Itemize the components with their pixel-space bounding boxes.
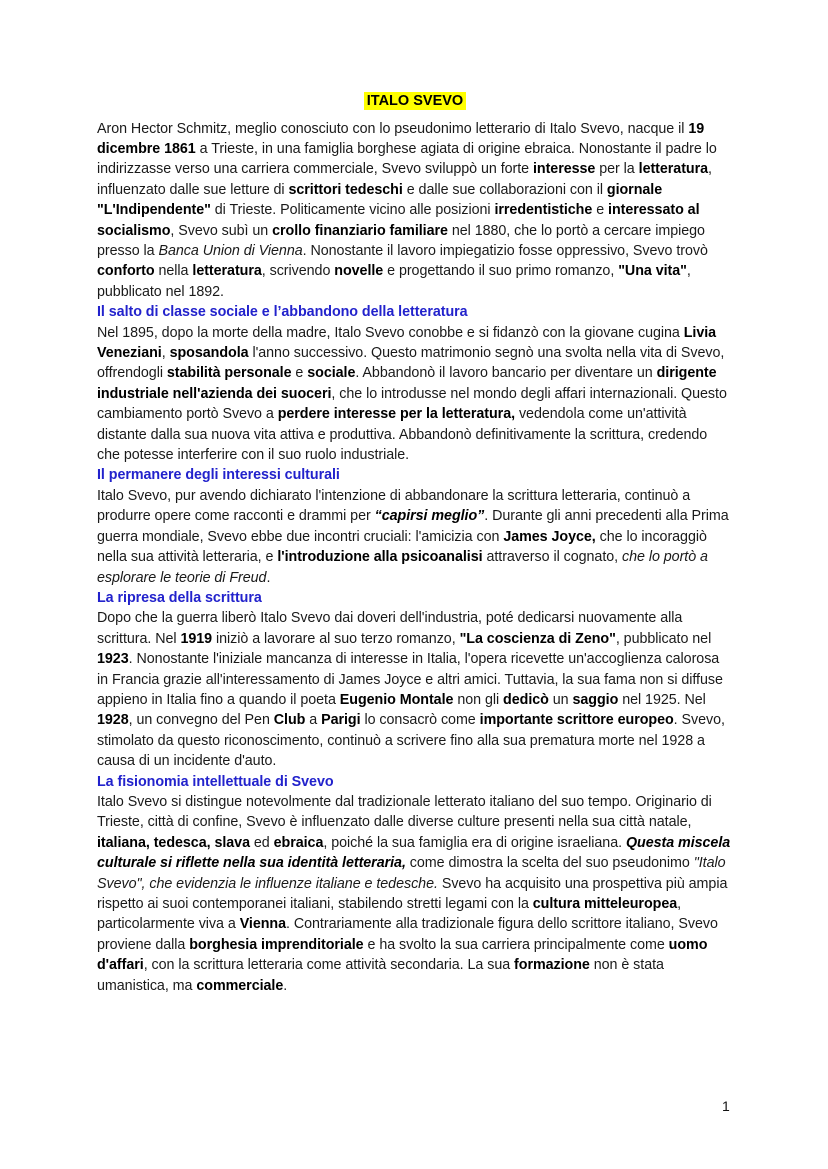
text-run: che lo incoraggiò nella sua attività letteraria, e — [97, 528, 707, 566]
paragraph-ripresa-scrittura — [97, 608, 733, 771]
text-run: 19 dicembre 1861 — [97, 120, 705, 157]
text-run: che lo portò a esplorare le teorie di Freud — [97, 549, 708, 586]
text-run: Club — [273, 712, 306, 729]
text-run: e progettando il suo primo romanzo, — [383, 263, 619, 280]
section-heading-salto-di-classe: Il salto di classe sociale e l’abbandono della letteratura — [97, 304, 468, 321]
text-run: , poiché la sua famiglia era di origine israeliana. — [323, 834, 626, 851]
text-run: l'anno successivo. Questo matrimonio segnò una svolta nella vita di Svevo, offrendogli — [97, 345, 725, 382]
text-run: crollo finanziario familiare — [272, 222, 448, 239]
text-run: Svevo ha acquisito una prospettiva più ampia rispetto ai suoi contemporanei italiani, stabilendo stretti legami con la — [97, 875, 728, 912]
text-run: non gli — [453, 691, 504, 708]
text-run: a — [305, 712, 322, 729]
text-run: "La coscienza di Zeno" — [459, 630, 616, 647]
text-run: l'introduzione alla psicoanalisi — [277, 549, 483, 566]
text-run: , pubblicato nel 1892. — [97, 263, 691, 300]
text-run: Nel 1895, dopo la morte della madre, Italo Svevo conobbe e si fidanzò con la giovane cugina — [97, 324, 684, 341]
text-run: , pubblicato nel — [615, 630, 712, 647]
text-run: , con la scrittura letteraria come attività secondaria. La sua — [143, 957, 515, 974]
text-run: , — [161, 345, 170, 362]
text-run: . Abbandonò il lavoro bancario per diventare un — [355, 365, 657, 382]
text-run: Vienna — [239, 916, 287, 933]
text-run: ed — [249, 834, 274, 851]
text-run: , Svevo subì un — [170, 222, 273, 239]
text-run: e dalle sue collaborazioni con il — [402, 181, 607, 198]
text-run: 1923 — [97, 651, 129, 668]
intro-paragraph — [97, 119, 733, 303]
text-run: attraverso il cognato, — [482, 549, 622, 566]
text-run: . Contrariamente alla tradizionale figura dello scrittore italiano, Svevo proviene dalla — [97, 916, 718, 953]
page-number: 1 — [722, 1098, 730, 1114]
text-run: a Trieste, in una famiglia borghese agiata di origine ebraica. Nonostante il padre lo indirizzasse verso una carriera commerciale, Svevo sviluppò un forte — [97, 140, 717, 178]
text-run: stabilità personale — [166, 365, 292, 382]
document-body — [97, 119, 733, 996]
text-run: . Nonostante l'iniziale mancanza di interesse in Italia, l'opera ricevette un'accoglienza calorosa in Francia grazie all'interessamento di James Joyce e altri amici. Tuttavia, la sua fama non si diffuse appieno in Italia fino a quando il poeta — [97, 651, 723, 708]
text-run: sociale — [307, 365, 356, 382]
text-run: ebraica — [273, 834, 324, 851]
text-run: Eugenio Montale — [339, 691, 454, 708]
page-title-highlight: ITALO SVEVO — [364, 92, 466, 110]
text-run: nel 1925. Nel — [618, 691, 706, 708]
section-heading-permanere-interessi: Il permanere degli interessi culturali — [97, 467, 340, 484]
text-run: sposandola — [169, 345, 249, 362]
text-run: interesse — [532, 161, 596, 178]
text-run: e — [592, 202, 609, 219]
text-run: Parigi — [321, 712, 361, 729]
text-run: come dimostra la scelta del suo pseudonimo — [405, 855, 694, 872]
text-run: , scrivendo — [261, 263, 335, 280]
text-run: Questa miscela culturale si riflette nella sua identità letteraria, — [97, 834, 731, 872]
text-run: un — [548, 691, 573, 708]
text-run: , particolarmente viva a — [97, 896, 682, 933]
text-run: . — [266, 569, 271, 586]
text-run: 1919 — [180, 630, 213, 647]
text-run: letteratura — [192, 263, 262, 280]
text-run: “capirsi meglio” — [374, 508, 485, 525]
text-run: saggio — [572, 691, 619, 708]
text-run: dirigente industriale nell'azienda dei suoceri — [97, 365, 717, 402]
text-run: commerciale — [196, 977, 284, 994]
text-run: . Durante gli anni precedenti alla Prima guerra mondiale, Svevo ebbe due incontri cruciali: l'amicizia con — [97, 508, 729, 545]
page-title — [97, 92, 733, 112]
text-run: e ha svolto la sua carriera principalmente come — [363, 936, 669, 953]
text-run: irredentistiche — [494, 202, 593, 219]
text-run: vedendola come un'attività distante dalla sua nuova vita attiva e produttiva. Abbandonò definitivamente la scrittura, credendo che potesse interferire con il suo ruolo industriale. — [97, 406, 708, 464]
text-run: non è stata umanistica, ma — [97, 957, 664, 994]
text-run: . Nonostante il lavoro impiegatizio fosse oppressivo, Svevo trovò — [302, 243, 708, 259]
text-run: Aron Hector Schmitz, meglio conosciuto con lo pseudonimo letterario di Italo Svevo, nacque il — [97, 120, 689, 137]
text-run: . Svevo, stimolato da questo riconoscimento, continuò a scrivere fino alla sua prematura morte nel 1928 a causa di un incidente d'auto. — [97, 712, 725, 770]
section-heading-fisionomia-intellettuale: La fisionomia intellettuale di Svevo — [97, 773, 334, 790]
paragraph-permanere-interessi — [97, 486, 733, 588]
text-run: Italo Svevo, pur avendo dichiarato l'intenzione di abbandonare la scrittura letteraria, continuò a produrre opere come racconti e drammi per — [97, 487, 691, 525]
section-heading-ripresa-scrittura: La ripresa della scrittura — [97, 589, 262, 606]
text-run: interessato al socialismo — [97, 202, 700, 239]
text-run: dedicò — [503, 691, 549, 708]
text-run: iniziò a lavorare al suo terzo romanzo, — [212, 630, 460, 647]
text-run: conforto — [97, 263, 155, 280]
text-run: , che lo introdusse nel mondo degli affari internazionali. Questo cambiamento portò Svevo a — [97, 385, 727, 423]
text-run: lo consacrò come — [360, 712, 480, 729]
text-run: per la — [595, 161, 639, 178]
text-run: , influenzato dalle sue letture di — [97, 161, 712, 198]
text-run: nel 1880, che lo portò a cercare impiego presso la — [97, 222, 705, 259]
text-run: . — [283, 977, 288, 994]
text-run: giornale "L'Indipendente" — [97, 181, 663, 219]
text-run: Livia Veneziani — [97, 324, 717, 362]
text-run: uomo d'affari — [97, 936, 708, 974]
text-run: e — [291, 365, 308, 382]
text-run: letteratura — [638, 161, 709, 178]
text-run: Banca Union di Vienna — [158, 243, 303, 259]
text-run: Italo Svevo si distingue notevolmente dal tradizionale letterato italiano del suo tempo. Originario di Trieste, città di confine, Svevo è influenzato dalle diverse culture presenti nella sua città natale, — [97, 793, 712, 831]
text-run: novelle — [334, 263, 384, 280]
text-run: borghesia imprenditoriale — [189, 936, 364, 953]
text-run: di Trieste. Politicamente vicino alle posizioni — [210, 202, 495, 219]
text-run: 1928 — [97, 712, 129, 729]
text-run: cultura mitteleuropea — [532, 896, 678, 912]
text-run: , un convegno del Pen — [128, 712, 274, 729]
text-run: Dopo che la guerra liberò Italo Svevo dai doveri dell'industria, poté dedicarsi nuovamente alla scrittura. Nel — [97, 610, 683, 647]
text-run: James Joyce, — [503, 528, 596, 545]
text-run: formazione — [514, 957, 590, 974]
text-run: importante scrittore europeo — [479, 712, 674, 729]
paragraph-fisionomia-intellettuale — [97, 792, 733, 996]
text-run: "Italo Svevo", che evidenzia le influenze italiane e tedesche. — [97, 855, 726, 892]
text-run: nella — [154, 263, 193, 280]
text-run: "Una vita" — [618, 263, 687, 280]
text-run: perdere interesse per la letteratura, — [277, 406, 516, 423]
text-run: italiana, tedesca, slava — [97, 834, 250, 851]
text-run: scrittori tedeschi — [288, 181, 403, 198]
paragraph-salto-di-classe — [97, 323, 733, 466]
document-content — [97, 92, 733, 996]
